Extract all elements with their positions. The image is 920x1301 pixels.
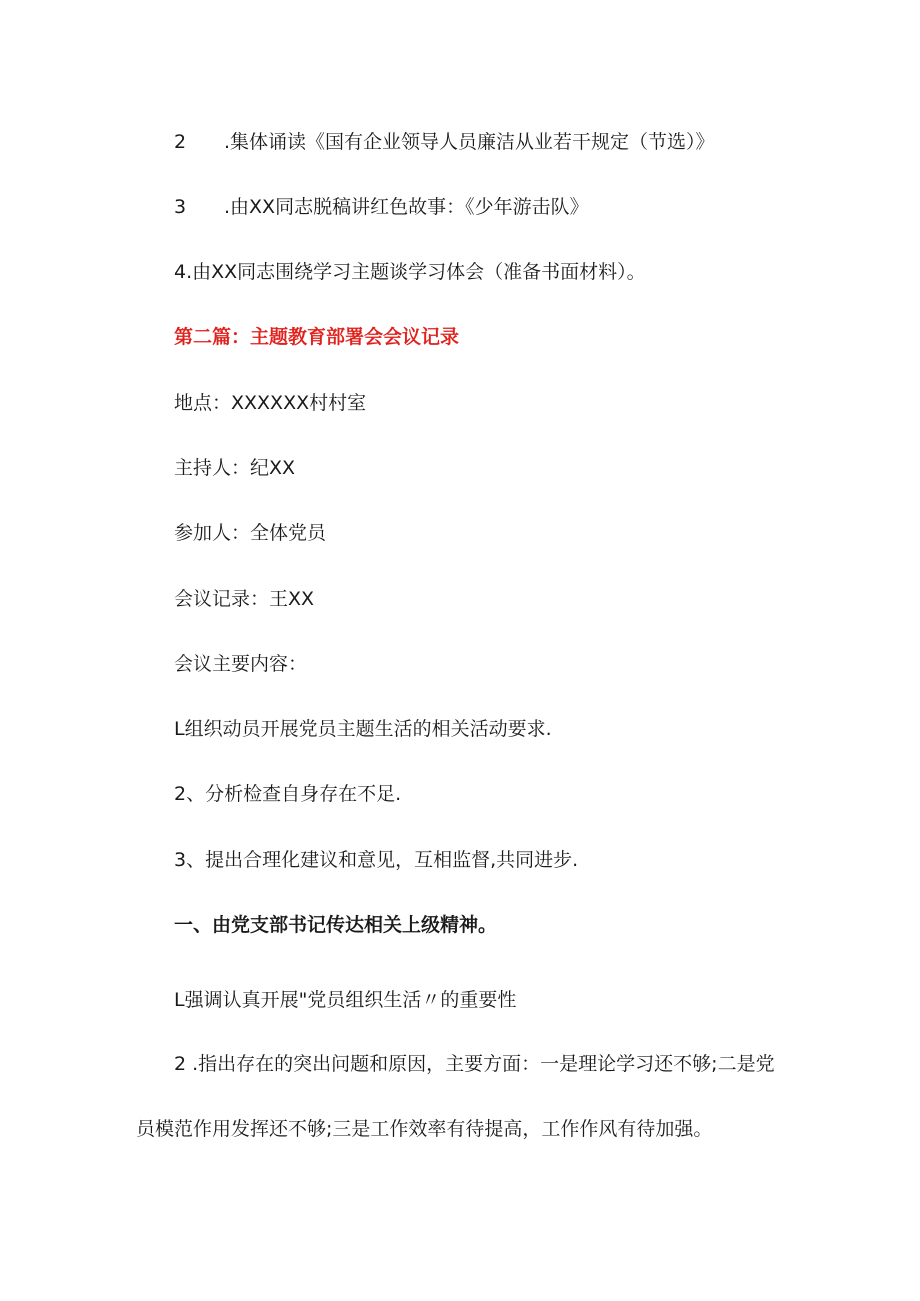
sub-item: L强调认真开展"党员组织生活〃的重要性	[174, 989, 517, 1011]
content-item: L组织动员开展党员主题生活的相关活动要求.	[174, 718, 552, 740]
meeting-location: 地点：XXXXXX村村室	[174, 392, 367, 414]
agenda-item-number: 3	[174, 196, 187, 218]
section-heading: 第二篇：主题教育部署会会议记录	[174, 326, 460, 348]
content-item: 3、提出合理化建议和意见，互相监督,共同进步.	[174, 849, 579, 871]
subheading: 一、由党支部书记传达相关上级精神。	[174, 914, 498, 936]
content-item: 2、分析检查自身存在不足.	[174, 783, 402, 805]
agenda-item-text: .集体诵读《国有企业领导人员廉洁从业若干规定（节选）》	[224, 131, 715, 153]
meeting-host: 主持人：纪XX	[174, 457, 296, 479]
final-paragraph: 2 .指出存在的突出问题和原因，主要方面：一是理论学习还不够;二是党员模范作用发挥还不够;三是工作效率有待提高，工作作风有待加强。	[136, 1053, 775, 1140]
agenda-item-text: .由XX同志脱稿讲红色故事：《少年游击队》	[224, 196, 589, 218]
agenda-item-2	[174, 129, 715, 155]
meeting-recorder: 会议记录：王XX	[174, 588, 315, 610]
agenda-item-number: 2	[174, 131, 187, 153]
meeting-content-label: 会议主要内容：	[174, 653, 308, 675]
agenda-item-3	[174, 194, 589, 220]
agenda-item-4: 4.由XX同志围绕学习主题谈学习体会（准备书面材料）。	[174, 261, 646, 283]
meeting-participants: 参加人：全体党员	[174, 522, 327, 544]
